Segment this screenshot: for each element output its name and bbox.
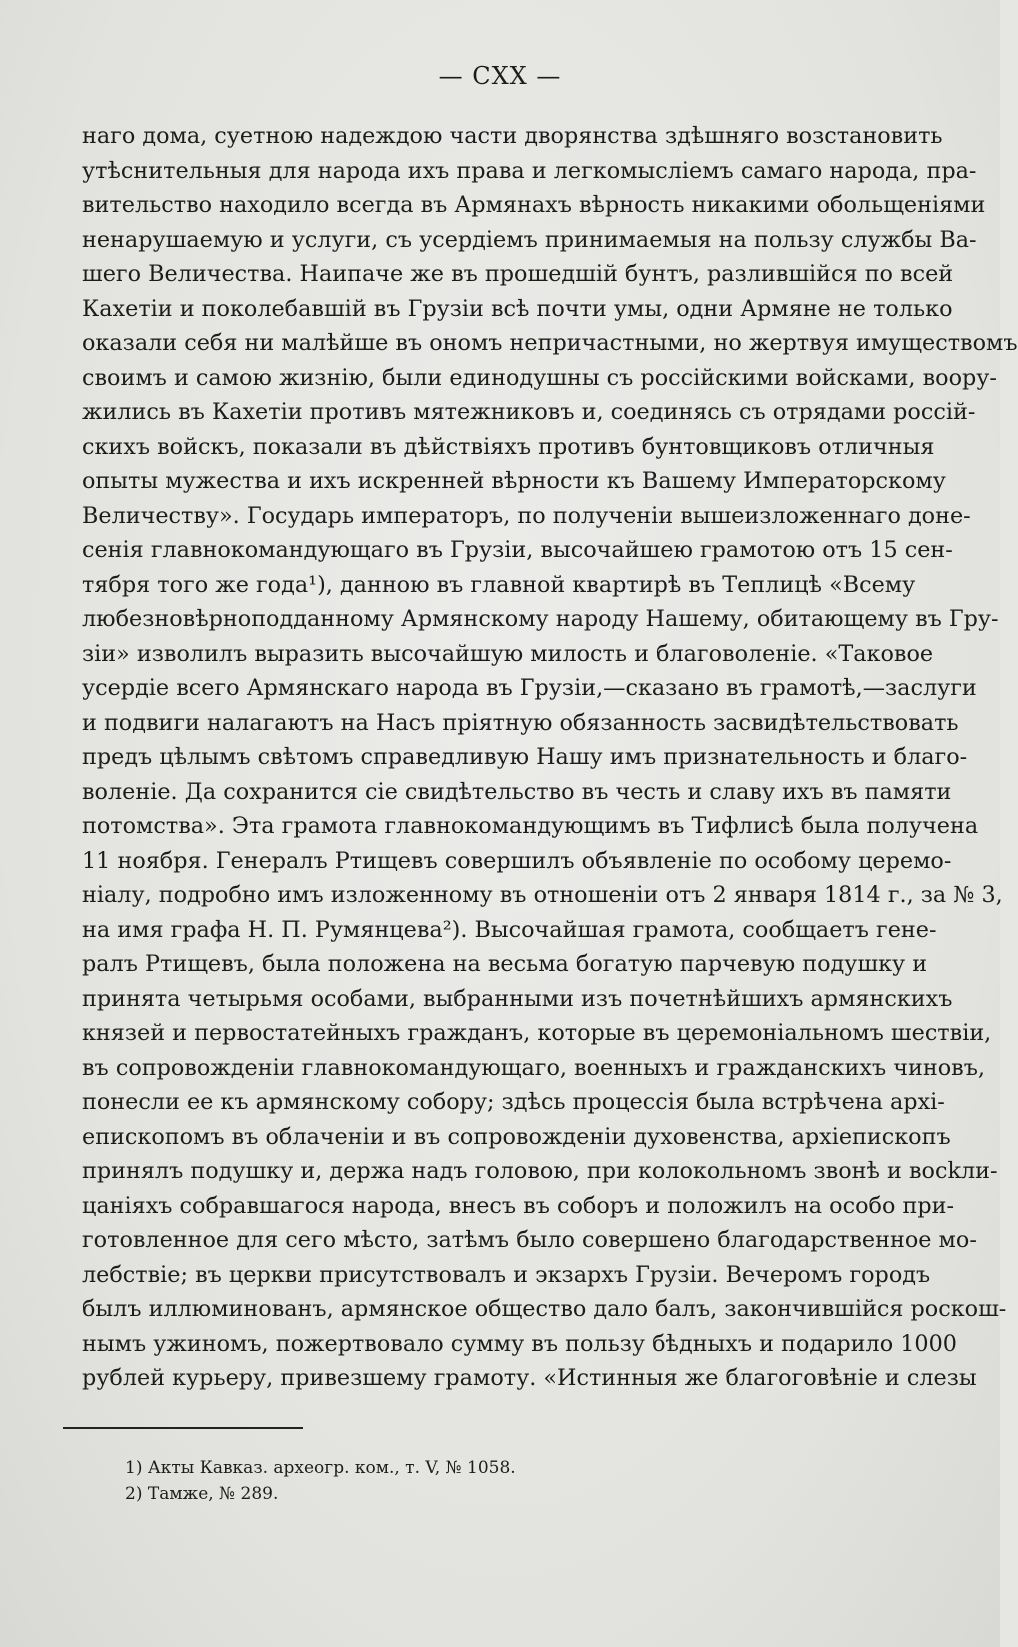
- text-line: опыты мужества и ихъ искренней вѣрности къ Вашему Императорскому: [82, 468, 946, 494]
- footnote: 2) Тамже, № 289.: [125, 1484, 279, 1504]
- text-line: наго дома, суетною надеждою части дворянства здѣшняго возстановить: [82, 123, 943, 149]
- text-line: своимъ и самою жизнію, были единодушны съ россійскими войсками, воору-: [82, 364, 997, 391]
- text-line: жились въ Кахетіи противъ мятежниковъ и, соединясь съ отрядами россій-: [82, 399, 976, 425]
- text-line: воленіе. Да сохранится сіе свидѣтельство въ честь и славу ихъ въ памяти: [82, 778, 952, 805]
- text-line: зіи» изволилъ выразить высочайшую милость и благоволеніе. «Таковое: [82, 640, 934, 667]
- text-line: князей и первостатейныхъ гражданъ, которые въ церемоніальномъ шествіи,: [82, 1020, 992, 1046]
- text-line: рублей курьеру, привезшему грамоту. «Истинныя же благоговѣніе и слезы: [82, 1365, 977, 1391]
- text-line: нымъ ужиномъ, пожертвовало сумму въ пользу бѣдныхъ и подарило 1000: [82, 1330, 957, 1357]
- footnotes: [125, 1455, 825, 1507]
- text-line: понесли ее къ армянскому собору; здѣсь процессія была встрѣчена архі-: [82, 1089, 945, 1115]
- body-text: [82, 119, 1018, 1396]
- text-line: цаніяхъ собравшагося народа, внесъ въ соборъ и положилъ на особо при-: [82, 1192, 954, 1219]
- text-line: усердіе всего Армянскаго народа въ Грузіи,—сказано въ грамотѣ,—заслуги: [82, 675, 977, 701]
- text-line: скихъ войскъ, показали въ дѣйствіяхъ противъ бунтовщиковъ отличныя: [82, 433, 935, 460]
- text-line: готовленное для сего мѣсто, затѣмъ было совершено благодарственное мо-: [82, 1227, 977, 1253]
- text-line: оказали себя ни малѣйше въ ономъ непричастными, но жертвуя имуществомъ: [82, 330, 1018, 356]
- text-line: вительство находило всегда въ Армянахъ вѣрность никакими обольщеніями: [82, 192, 986, 218]
- text-line: тября того же года¹), данною въ главной квартирѣ въ Теплицѣ «Всему: [82, 571, 916, 598]
- text-line: принята четырьмя особами, выбранными изъ почетнѣйшихъ армянскихъ: [82, 985, 953, 1012]
- text-line: принялъ подушку и, держа надъ головою, при колокольномъ звонѣ и восkли-: [82, 1158, 998, 1184]
- text-line: ніалу, подробно имъ изложенному въ отношеніи отъ 2 января 1814 г., за № 3,: [82, 882, 1003, 908]
- text-line: потомства». Эта грамота главнокомандующимъ въ Тифлисѣ была получена: [82, 813, 979, 839]
- text-line: епископомъ въ облаченіи и въ сопровожденіи духовенства, архіепископъ: [82, 1123, 951, 1150]
- text-line: ненарушаемую и услуги, съ усердіемъ принимаемыя на пользу службы Ва-: [82, 226, 977, 253]
- text-line: шего Величества. Наипаче же въ прошедшій бунтъ, разлившійся по всей: [82, 261, 954, 287]
- footnote: 1) Акты Кавказ. археогр. ком., т. V, № 1058.: [125, 1458, 516, 1478]
- text-line: Кахетіи и поколебавшій въ Грузіи всѣ почти умы, одни Армяне не только: [82, 295, 953, 322]
- text-line: утѣснительныя для народа ихъ права и легкомысліемъ самаго народа, пра-: [82, 157, 977, 184]
- text-line: 11 ноября. Генералъ Ртищевъ совершилъ объявленіе по особому церемо-: [82, 847, 952, 874]
- footnote-divider: [63, 1427, 303, 1429]
- text-line: предъ цѣлымъ свѣтомъ справедливую Нашу имъ признательность и благо-: [82, 744, 968, 770]
- text-line: сенія главнокомандующаго въ Грузіи, высочайшею грамотою отъ 15 сен-: [82, 537, 953, 563]
- text-line: лебствіе; въ церкви присутствовалъ и экзархъ Грузіи. Вечеромъ городъ: [82, 1261, 931, 1288]
- text-line: въ сопровожденіи главнокомандующаго, военныхъ и гражданскихъ чиновъ,: [82, 1054, 985, 1081]
- text-line: и подвиги налагаютъ на Насъ пріятную обязанность засвидѣтельствовать: [82, 709, 959, 736]
- text-line: ралъ Ртищевъ, была положена на весьма богатую парчевую подушку и: [82, 951, 928, 977]
- text-line: Величеству». Государь императоръ, по полученіи вышеизложеннаго доне-: [82, 502, 971, 529]
- text-line: на имя графа Н. П. Румянцева²). Высочайшая грамота, сообщаетъ гене-: [82, 916, 937, 943]
- page-number: — CXX —: [438, 62, 562, 90]
- text-line: былъ иллюминованъ, армянское общество дало балъ, закончившійся роскош-: [82, 1296, 1007, 1322]
- text-line: любезновѣрноподданному Армянскому народу Нашему, обитающему въ Гру-: [82, 606, 999, 632]
